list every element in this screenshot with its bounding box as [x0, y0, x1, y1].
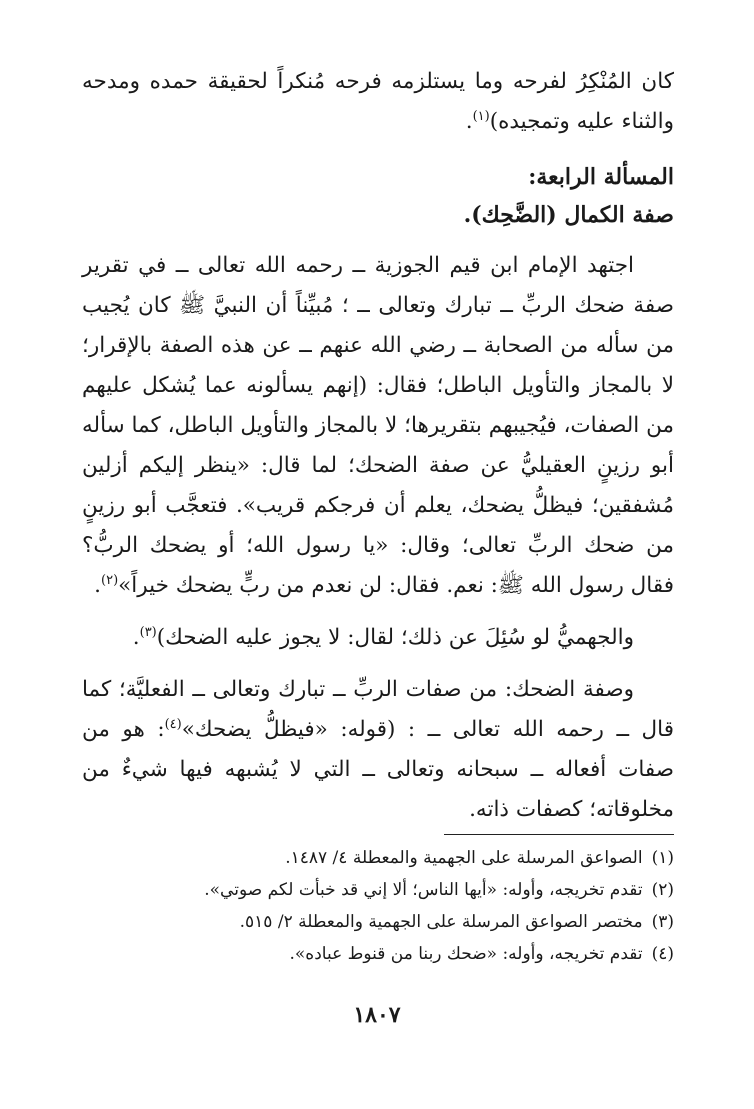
main-text: اجتهد الإمام ابن قيم الجوزية ــ رحمه الله تعالى ــ في تقرير صفة ضحك الربِّ ــ تبارك وتعالى ــ ؛ مُبيِّناً أن النبيَّ ﷺ كان يُجيب من سأله من الصحابة ــ رضي الله عنهم ــ عن هذه الصفة بالإقرار؛ لا بالمجاز والتأويل الباطل؛ فقال: (إنهم يسألونه عما يُشكل عليهم من الصفات، فيُجيبهم بتقريرها؛ لا بالمجاز والتأويل الباطل، كما سأله أبو رزينٍ العقيليُّ عن صفة الضحك؛ لما قال: «ينظر إليكم أزلين مُشفقين؛ فيظلُّ يضحك، يعلم أن فرجكم قريب». فتعجَّب أبو رزينٍ من ضحك الربِّ تعالى؛ وقال: «يا رسول الله؛ أو يضحك الربُّ؟ فقال رسول الله ﷺ: نعم. فقال: لن نعدم من ربٍّ يضحك خيراً»	[82, 253, 674, 598]
page-body	[82, 62, 674, 830]
footnote-ref-4: (٤)	[164, 716, 182, 732]
sifah-text: وصفة الضحك: من صفات الربِّ ــ تبارك وتعالى ــ الفعليَّة؛ كما قال ــ رحمه الله تعالى ــ : (قوله: «فيظلُّ يضحك»	[82, 677, 674, 742]
jahmi-text: والجهميُّ لو سُئِلَ عن ذلك؛ لقال: لا يجوز عليه الضحك)	[156, 625, 634, 650]
main-paragraph	[82, 246, 674, 606]
footnote-text: الصواعق المرسلة على الجهمية والمعطلة ٤/ ١٤٨٧.	[285, 848, 643, 868]
intro-end: .	[465, 109, 473, 134]
sifah-end: : هو من صفات أفعاله ــ سبحانه وتعالى ــ التي لا يُشبهه فيها شيءٌ من مخلوقاته؛ كصفات ذاته.	[82, 717, 674, 822]
footnote-number: (٤)	[651, 944, 674, 964]
page-number: ١٨٠٧	[353, 1002, 401, 1028]
footnote-number: (٢)	[651, 880, 674, 900]
footnote-ref-2: (٢)	[101, 572, 119, 588]
section-subheading: صفة الكمال (الضَّحِك).	[463, 202, 674, 228]
footnote-number: (٣)	[651, 912, 674, 932]
footnote-item	[82, 906, 674, 938]
intro-paragraph	[82, 62, 674, 142]
footnote-text: تقدم تخريجه، وأوله: «أيها الناس؛ ألا إني قد خبأت لكم صوتي».	[204, 880, 643, 900]
sifah-paragraph	[82, 670, 674, 830]
jahmi-paragraph	[82, 618, 674, 658]
main-end: .	[94, 573, 101, 598]
footnote-text: مختصر الصواعق المرسلة على الجهمية والمعطلة ٢/ ٥١٥.	[239, 912, 643, 932]
footnote-divider	[444, 834, 674, 835]
footnote-ref-1: (١)	[472, 108, 490, 124]
footnotes	[82, 842, 674, 970]
footnote-item	[82, 938, 674, 970]
footnote-number: (١)	[651, 848, 674, 868]
footnote-ref-3: (٣)	[139, 624, 157, 640]
section-heading: المسألة الرابعة:	[528, 164, 674, 190]
jahmi-end: .	[132, 625, 140, 650]
intro-text: كان المُنْكِرُ لفرحه وما يستلزمه فرحه مُنكراً لحقيقة حمده ومدحه والثناء عليه وتمجيده)	[82, 69, 674, 134]
footnote-text: تقدم تخريجه، وأوله: «ضحك ربنا من قنوط عباده».	[289, 944, 643, 964]
footnote-item	[82, 874, 674, 906]
footnote-item	[82, 842, 674, 874]
